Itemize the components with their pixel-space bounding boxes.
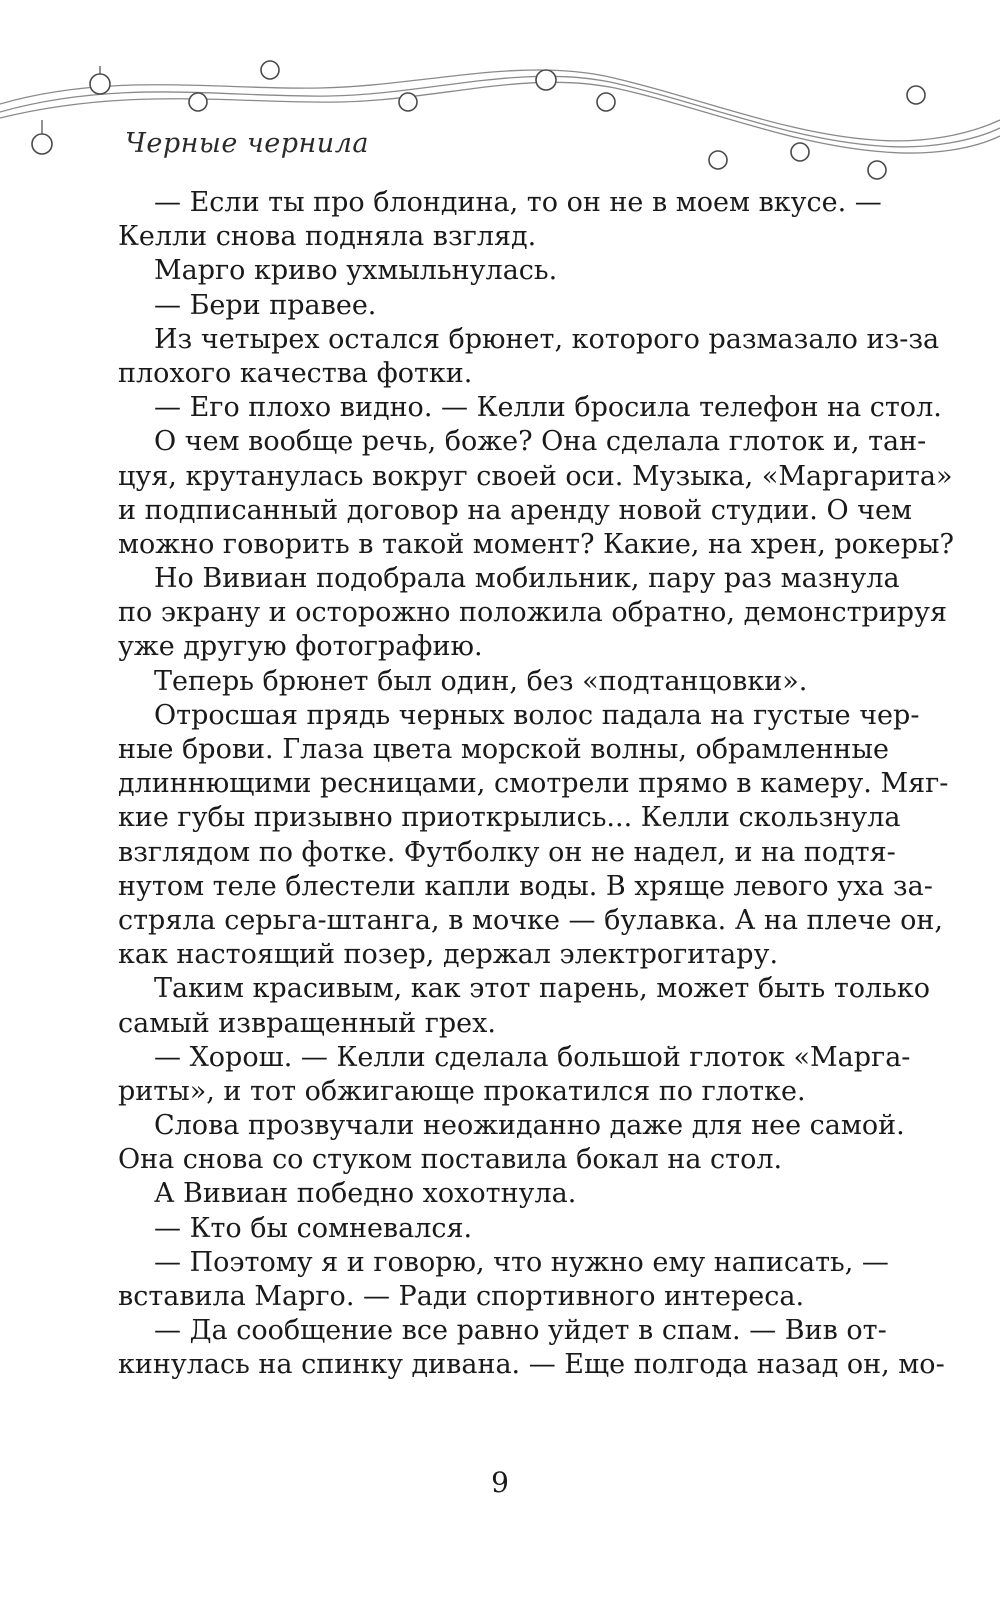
garland-bulbs <box>32 61 925 179</box>
text-line: Из четырех остался брюнет, которого размазало из-за <box>154 323 940 355</box>
text-line: как настоящий позер, держал электрогитару. <box>118 939 779 971</box>
text-line: — Кто бы сомневался. <box>154 1212 473 1244</box>
text-line: Марго криво ухмыльнулась. <box>154 255 558 287</box>
text-line: кие губы призывно приоткрылись... Келли скользнула <box>118 802 901 834</box>
text-line: — Да сообщение все равно уйдет в спам. — Вив от- <box>154 1315 887 1347</box>
text-line: кинулась на спинку дивана. — Еще полгода назад он, мо- <box>118 1349 945 1381</box>
text-line: плохого качества фотки. <box>118 357 473 389</box>
text-line: Теперь брюнет был один, без «подтанцовки». <box>154 665 808 697</box>
text-line: взглядом по фотке. Футболку он не надел, и на подтя- <box>118 836 896 868</box>
text-line: Слова прозвучали неожиданно даже для нее самой. <box>154 1110 905 1142</box>
body-text <box>118 186 955 1383</box>
text-line: ные брови. Глаза цвета морской волны, обрамленные <box>118 734 890 765</box>
text-line: самый извращенный грех. <box>118 1007 496 1039</box>
text-line: цуя, крутанулась вокруг своей оси. Музыка, «Маргарита» <box>118 460 953 492</box>
page-number: 9 <box>491 1466 509 1499</box>
text-line: — Его плохо видно. — Келли бросила телефон на стол. <box>154 392 942 424</box>
text-line: риты», и тот обжигающе прокатился по глотке. <box>118 1075 806 1107</box>
text-line: Таким красивым, как этот парень, может быть только <box>154 973 930 1005</box>
text-line: нутом теле блестели капли воды. В хряще левого уха за- <box>118 870 933 902</box>
garland-decoration <box>0 0 1000 200</box>
text-line: — Бери правее. <box>154 289 377 321</box>
text-line: длиннющими ресницами, смотрели прямо в камеру. Мяг- <box>118 768 949 800</box>
text-line: уже другую фотографию. <box>118 631 483 663</box>
text-line: — Если ты про блондина, то он не в моем вкусе. — <box>154 187 882 218</box>
text-line: — Поэтому я и говорю, что нужно ему написать, — <box>154 1246 889 1278</box>
text-line: Келли снова подняла взгляд. <box>118 221 537 253</box>
text-line: Она снова со стуком поставила бокал на стол. <box>118 1144 783 1176</box>
text-line: можно говорить в такой момент? Какие, на хрен, рокеры? <box>118 528 955 560</box>
text-line: Отросшая прядь черных волос падала на густые чер- <box>154 699 920 731</box>
text-line: — Хорош. — Келли сделала большой глоток «Марга- <box>154 1041 911 1073</box>
text-line: вставила Марго. — Ради спортивного интереса. <box>118 1281 805 1312</box>
text-line: А Вивиан победно хохотнула. <box>154 1178 577 1210</box>
text-line: О чем вообще речь, боже? Она сделала глоток и, тан- <box>154 426 927 458</box>
text-line: Но Вивиан подобрала мобильник, пару раз мазнула <box>154 563 900 595</box>
text-line: стряла серьга-штанга, в мочке — булавка. А на плече он, <box>118 904 943 936</box>
text-line: по экрану и осторожно положила обратно, демонстрируя <box>118 597 947 629</box>
text-line: и подписанный договор на аренду новой студии. О чем <box>118 494 913 526</box>
running-head-title: Черные чернила <box>125 128 369 159</box>
